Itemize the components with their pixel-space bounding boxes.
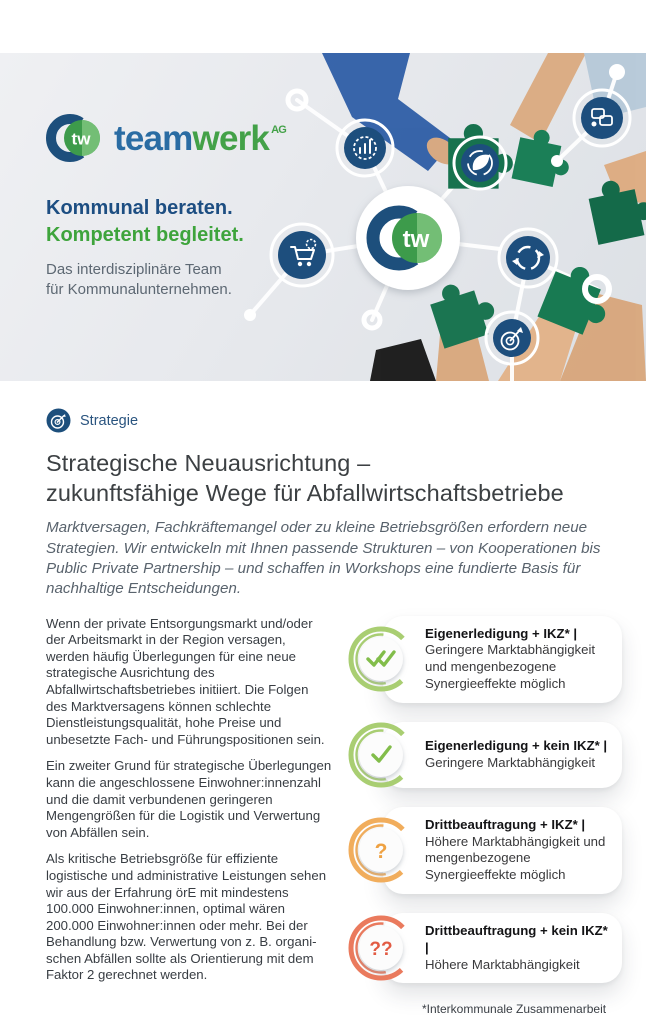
body-text-column	[46, 616, 332, 1016]
strategy-card-description: Höhere Marktabhängigkeit und mengenbezogene Synergieeffekte möglich	[425, 833, 606, 883]
strategy-card-text	[425, 626, 608, 693]
strategy-card-eigenerledigung-kein-ikz	[346, 722, 622, 788]
network-node-recycle-icon	[499, 229, 557, 287]
brand-werk: werk	[192, 118, 270, 158]
body-paragraph: Ein zweiter Grund für strategische Überlegungen kann die angeschlossene Einwohner:innenzahl und die damit verbundenen geringeren Mengengrößen für die Logistik und Verwertung von Abfällen sein.	[46, 758, 332, 840]
strategy-card-text	[425, 817, 608, 884]
hero-subtitle	[46, 260, 336, 301]
strategy-card-description: Geringere Marktabhängigkeit und mengenbezogene Synergieeffekte möglich	[425, 642, 596, 691]
subtitle-line-1: Das interdisziplinäre Team	[46, 261, 222, 278]
strategy-card-eigenerledigung-ikz	[346, 616, 622, 703]
page-title-line-1: Strategische Neuausrichtung –	[46, 450, 371, 476]
svg-text:?: ?	[374, 840, 388, 864]
tagline-line-2: Kompetent begleitet.	[46, 224, 244, 246]
body-paragraph: Wenn der private Entsorgungsmarkt und/oder der Arbeitsmarkt in der Region versagen, werden häufig Überlegungen für eine neue strategische Ausrichtung des Abfallwirtschaftsbetriebes initiiert. Die Folgen des Marktversagens können schlechte Dienstleistungsqualität, hohe Preise und unbesetzte Fach- und Führungspositionen sein.	[46, 615, 325, 747]
tagline-line-1: Kommunal beraten.	[46, 197, 233, 219]
svg-text:tw: tw	[71, 129, 91, 149]
brand-team: team	[114, 118, 193, 158]
svg-text:??: ??	[369, 939, 393, 961]
strategy-card-title: Drittbeauftragung + kein IKZ* |	[425, 922, 608, 955]
strategy-card-title: Drittbeauftragung + IKZ* |	[425, 816, 586, 832]
check-icon	[346, 720, 416, 790]
strategy-card-description: Geringere Marktabhängigkeit	[425, 754, 596, 770]
strategy-card-text	[425, 923, 608, 973]
strategy-card-description: Höhere Marktabhängigkeit	[425, 956, 580, 972]
teamwerk-logo-mark-icon	[46, 111, 104, 165]
double-question-icon	[346, 913, 416, 983]
strategy-card-pill	[383, 616, 622, 703]
body-paragraph: Als kritische Betriebsgröße für effiziente logistische und administrative Leistungen sehen wir aus der Erfahrung örE mit mindestens 100.000 Einwohner:innen, optimal wären 200.000 Einwohner:innen oder mehr. Bei der Behandlung bzw. Verwertung von z. B. organischen Abfällen sollte als Orientierung mit dem Faktor 2 gerechnet werden.	[46, 851, 327, 983]
svg-text:tw: tw	[402, 226, 430, 253]
brand-wordmark	[114, 118, 286, 158]
strategy-card-pill	[383, 807, 622, 894]
strategy-card-text	[425, 738, 607, 772]
hero-text-block	[46, 111, 336, 301]
strategy-card-title: Eigenerledigung + IKZ* |	[425, 625, 578, 641]
network-node-people-chat-icon	[574, 90, 630, 146]
footnote: *Interkommunale Zusammenarbeit	[422, 1002, 607, 1016]
brand-ag-suffix: AG	[271, 123, 286, 136]
page-title	[46, 448, 622, 508]
question-icon	[346, 815, 416, 885]
hero-banner	[0, 53, 646, 381]
subtitle-line-2: für Kommunalunternehmen.	[46, 281, 232, 299]
content-section	[0, 381, 646, 1016]
strategy-card-pill	[383, 913, 622, 983]
page-title-line-2: zukunftsfähige Wege für Abfallwirtschaftsbetriebe	[46, 480, 564, 507]
category-badge	[46, 408, 646, 433]
network-node-gear-chart-icon	[337, 120, 393, 176]
hero-tagline	[46, 195, 336, 249]
strategy-card-title: Eigenerledigung + kein IKZ* |	[425, 737, 608, 753]
teamwerk-logo	[46, 111, 336, 165]
strategy-cards-column	[344, 616, 622, 1016]
double-check-icon	[346, 624, 416, 694]
strategy-card-drittbeauftragung-kein-ikz	[346, 913, 622, 983]
intro-paragraph: Marktversagen, Fachkräftemangel oder zu kleine Betriebsgrößen erfordern neue Strategien. Wir entwickeln mit Ihnen passende Strukturen – von Kooperationen bis Public Private Partnership – und schaffen in Workshops eine fundierte Basis für nachhaltige Entscheidungen.	[46, 519, 601, 598]
strategy-card-pill	[383, 722, 622, 788]
two-column-layout	[46, 616, 622, 1016]
network-node-target-dart-icon	[486, 312, 538, 364]
category-label: Strategie	[80, 412, 139, 429]
strategy-card-drittbeauftragung-ikz	[346, 807, 622, 894]
strategy-target-icon	[46, 408, 71, 433]
network-node-leaf-cycle-icon	[454, 137, 506, 189]
